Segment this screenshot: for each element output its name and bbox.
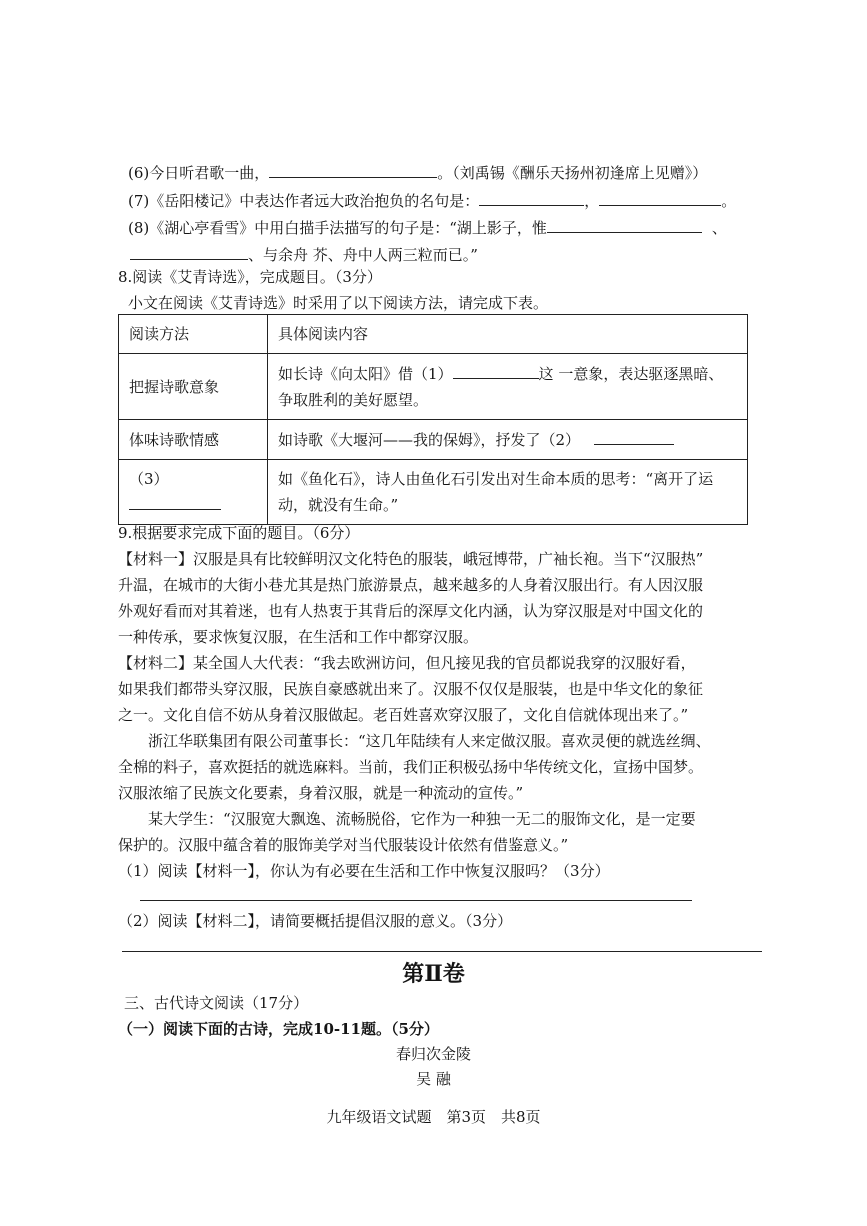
material2-line: 浙江华联集团有限公司董事长：“这几年陆续有人来定做汉服。喜欢灵便的就选丝绸、 xyxy=(148,732,711,750)
answer-blank[interactable] xyxy=(547,218,702,233)
material2-line: 某大学生：“汉服宽大飘逸、流畅脱俗，它作为一种独一无二的服饰文化，是一定要 xyxy=(148,810,696,828)
material2-line: 全棉的料子，喜欢挺括的就选麻料。当前，我们正积极弘扬中华传统文化，宣扬中国梦。 xyxy=(118,758,704,776)
material2-line: 【材料二】某全国人大代表：“我去欧洲访问，但凡接见我的官员都说我穿的汉服好看， xyxy=(118,654,696,672)
material1-line: 升温，在城市的大街小巷尤其是热门旅游景点，越来越多的人身着汉服出行。有人因汉服 xyxy=(118,576,704,594)
material2-line: 如果我们都带头穿汉服，民族自豪感就出来了。汉服不仅仅是服装，也是中华文化的象征 xyxy=(118,680,704,698)
part-title: 第Ⅱ卷 xyxy=(402,961,465,987)
row3-method: （3） xyxy=(119,460,268,525)
q7-item-7: (7)《岳阳楼记》中表达作者远大政治抱负的名句是： ， 。 xyxy=(128,192,737,210)
row1-content: 如长诗《向太阳》借（1） 这 一意象，表达驱逐黑暗、 争取胜利的美好愿望。 xyxy=(268,354,748,420)
answer-blank[interactable] xyxy=(599,191,721,206)
q9-sub-question-2: （2）阅读【材料二】，请简要概括提倡汉服的意义。（3分） xyxy=(118,912,513,930)
material2-line: 之一。文化自信不妨从身着汉服做起。老百姓喜欢穿汉服了，文化自信就体现出来了。” xyxy=(118,706,689,724)
table-header-content: 具体阅读内容 xyxy=(268,315,748,354)
q7-item-6: (6)今日听君歌一曲， 。（刘禹锡《酬乐天扬州初逢席上见赠》） xyxy=(128,164,708,182)
reading-method-table xyxy=(118,314,748,525)
row2-method: 体味诗歌情感 xyxy=(119,420,268,460)
material1-line: 【材料一】汉服是具有比较鲜明汉文化特色的服装，峨冠博带，广袖长袍。当下“汉服热” xyxy=(118,550,704,568)
page-footer: 九年级语文试题 第3页 共8页 xyxy=(326,1108,541,1126)
sub-section-heading: （一）阅读下面的古诗，完成10-11题。（5分） xyxy=(118,1020,439,1038)
q8-intro: 小文在阅读《艾青诗选》时采用了以下阅读方法，请完成下表。 xyxy=(128,294,549,312)
answer-blank[interactable] xyxy=(453,364,539,379)
answer-blank[interactable] xyxy=(130,245,248,260)
answer-line[interactable] xyxy=(140,900,692,901)
q7-item-8-cont: 、与余舟 芥、舟中人两三粒而已。” xyxy=(130,244,478,266)
row2-content: 如诗歌《大堰河——我的保姆》，抒发了（2） xyxy=(268,420,748,460)
section-divider xyxy=(122,951,762,952)
answer-blank[interactable] xyxy=(479,191,584,206)
material2-line: 汉服浓缩了民族文化要素，身着汉服，就是一种流动的宣传。” xyxy=(118,784,524,802)
poem-title: 春归次金陵 xyxy=(395,1045,471,1063)
material1-line: 一种传承，要求恢复汉服，在生活和工作中都穿汉服。 xyxy=(118,628,479,646)
section-heading: 三、古代诗文阅读（17分） xyxy=(124,994,309,1012)
answer-blank[interactable] xyxy=(269,163,437,178)
table-header-method: 阅读方法 xyxy=(119,315,268,354)
q9-sub-question-1: （1）阅读【材料一】，你认为有必要在生活和工作中恢复汉服吗？（3分） xyxy=(118,862,610,880)
poem-author: 吴 融 xyxy=(416,1070,451,1088)
q7-item-8: (8)《湖心亭看雪》中用白描手法描写的句子是：“湖上影子，惟 、 xyxy=(128,219,727,237)
material1-line: 外观好看而对其着迷，也有人热衷于其背后的深厚文化内涵，认为穿汉服是对中国文化的 xyxy=(118,602,704,620)
row1-method: 把握诗歌意象 xyxy=(119,354,268,420)
q8-heading: 8.阅读《艾青诗选》，完成题目。（3分） xyxy=(118,268,382,286)
answer-blank[interactable] xyxy=(129,495,221,510)
material2-line: 保护的。汉服中蕴含着的服饰美学对当代服装设计依然有借鉴意义。” xyxy=(118,836,569,854)
row3-content: 如《鱼化石》，诗人由鱼化石引发出对生命本质的思考：“离开了运 动，就没有生命。” xyxy=(268,460,748,525)
answer-blank[interactable] xyxy=(594,430,674,445)
q9-heading: 9.根据要求完成下面的题目。（6分） xyxy=(118,524,360,542)
